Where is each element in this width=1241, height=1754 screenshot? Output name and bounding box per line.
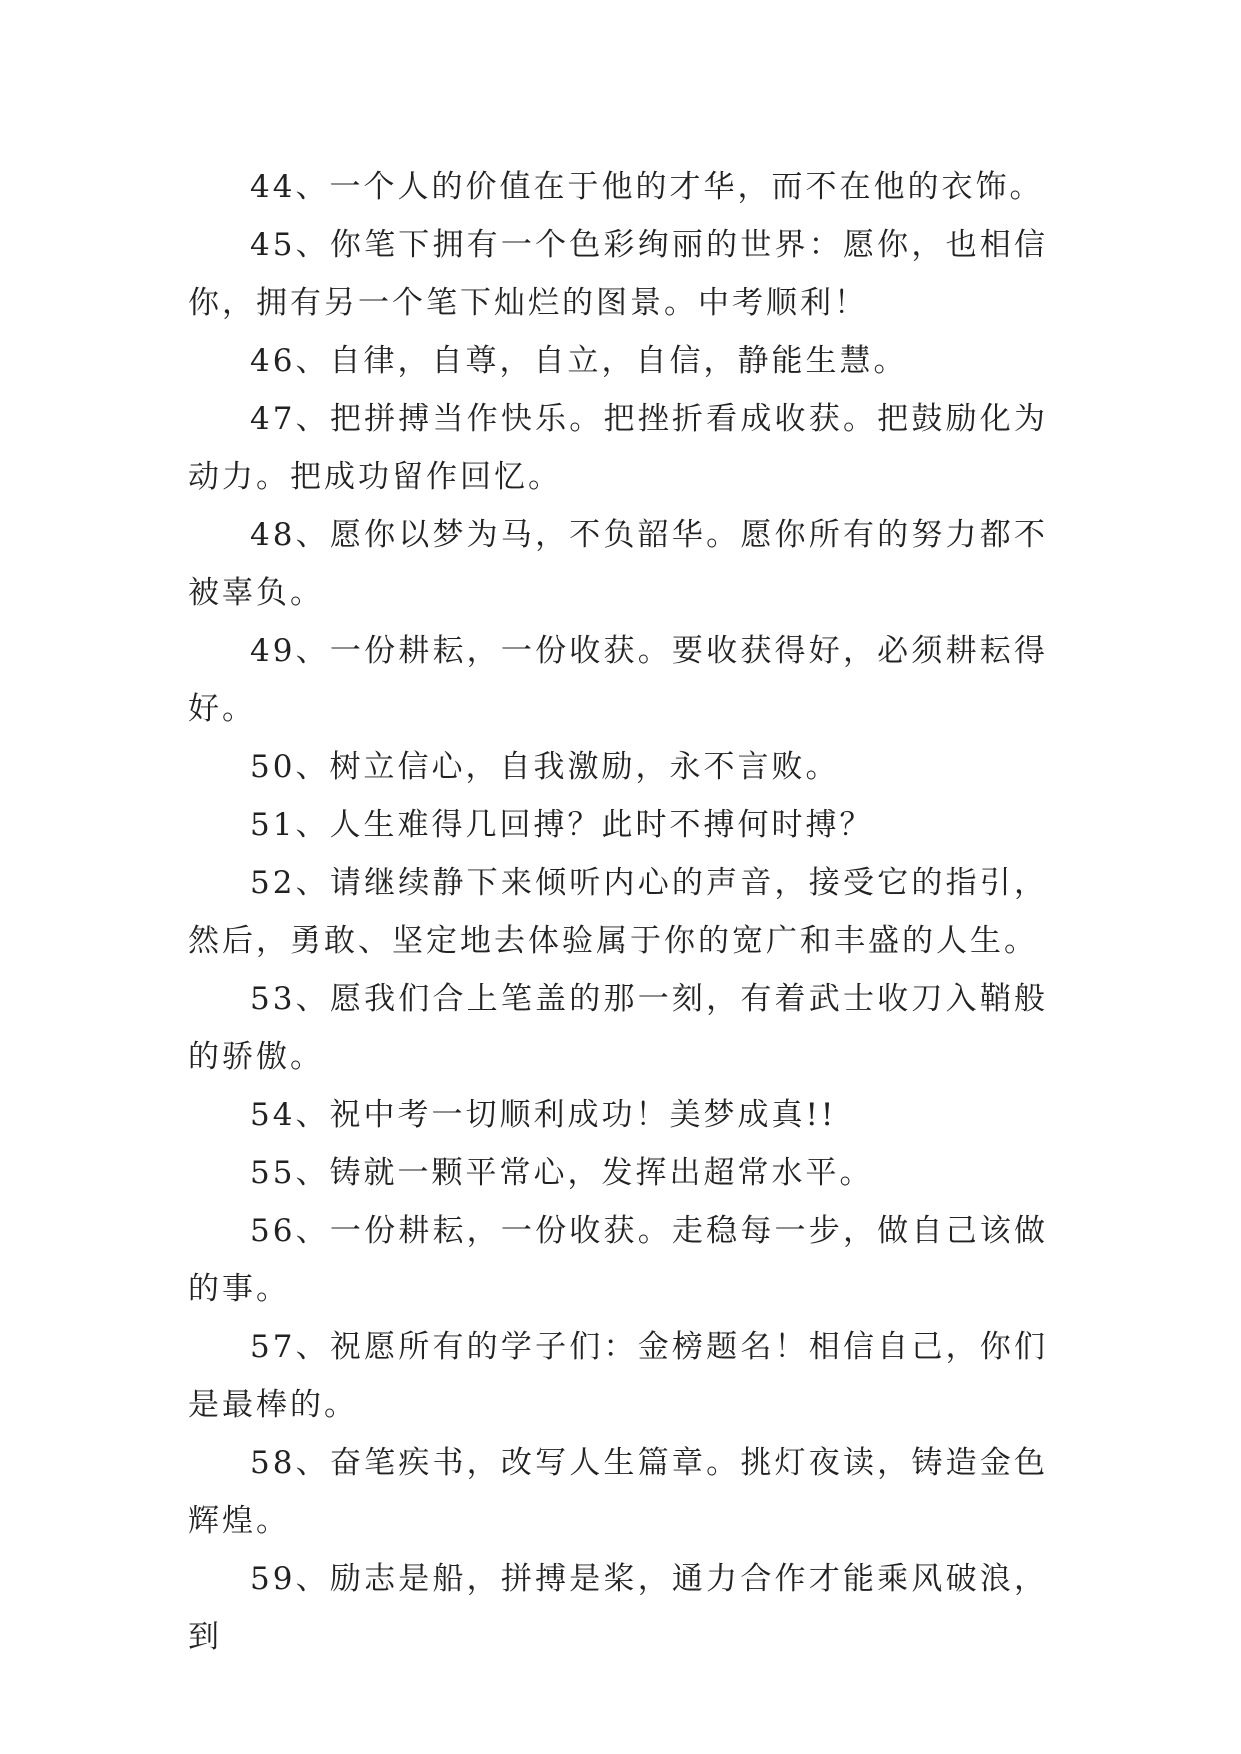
paragraph-53: 53、愿我们合上笔盖的那一刻，有着武士收刀入鞘般的骄傲。	[188, 981, 1048, 1075]
paragraph-56: 56、一份耕耘，一份收获。走稳每一步，做自己该做的事。	[188, 1213, 1048, 1307]
paragraph-46: 46、自律，自尊，自立，自信，静能生慧。	[250, 343, 908, 379]
paragraph-44: 44、一个人的价值在于他的才华，而不在他的衣饰。	[250, 169, 1044, 205]
paragraph-48: 48、愿你以梦为马，不负韶华。愿你所有的努力都不被辜负。	[188, 517, 1048, 611]
paragraph-58: 58、奋笔疾书，改写人生篇章。挑灯夜读，铸造金色辉煌。	[188, 1445, 1048, 1539]
paragraph-54: 54、祝中考一切顺利成功！美梦成真!!	[250, 1097, 837, 1133]
paragraph-59: 59、励志是船，拼搏是桨，通力合作才能乘风破浪，到	[188, 1561, 1048, 1655]
paragraph-51: 51、人生难得几回搏？此时不搏何时搏？	[250, 807, 874, 843]
paragraph-50: 50、树立信心，自我激励，永不言败。	[250, 749, 840, 785]
paragraph-57: 57、祝愿所有的学子们：金榜题名！相信自己，你们是最棒的。	[188, 1329, 1048, 1423]
paragraph-52: 52、请继续静下来倾听内心的声音，接受它的指引，然后，勇敢、坚定地去体验属于你的宽广和丰盛的人生。	[188, 865, 1048, 959]
paragraph-47: 47、把拼搏当作快乐。把挫折看成收获。把鼓励化为动力。把成功留作回忆。	[188, 401, 1048, 495]
paragraph-55: 55、铸就一颗平常心，发挥出超常水平。	[250, 1155, 874, 1191]
paragraph-45: 45、你笔下拥有一个色彩绚丽的世界：愿你，也相信你，拥有另一个笔下灿烂的图景。中考顺利！	[188, 227, 1048, 321]
document-body	[188, 158, 1048, 1666]
paragraph-49: 49、一份耕耘，一份收获。要收获得好，必须耕耘得好。	[188, 633, 1048, 727]
